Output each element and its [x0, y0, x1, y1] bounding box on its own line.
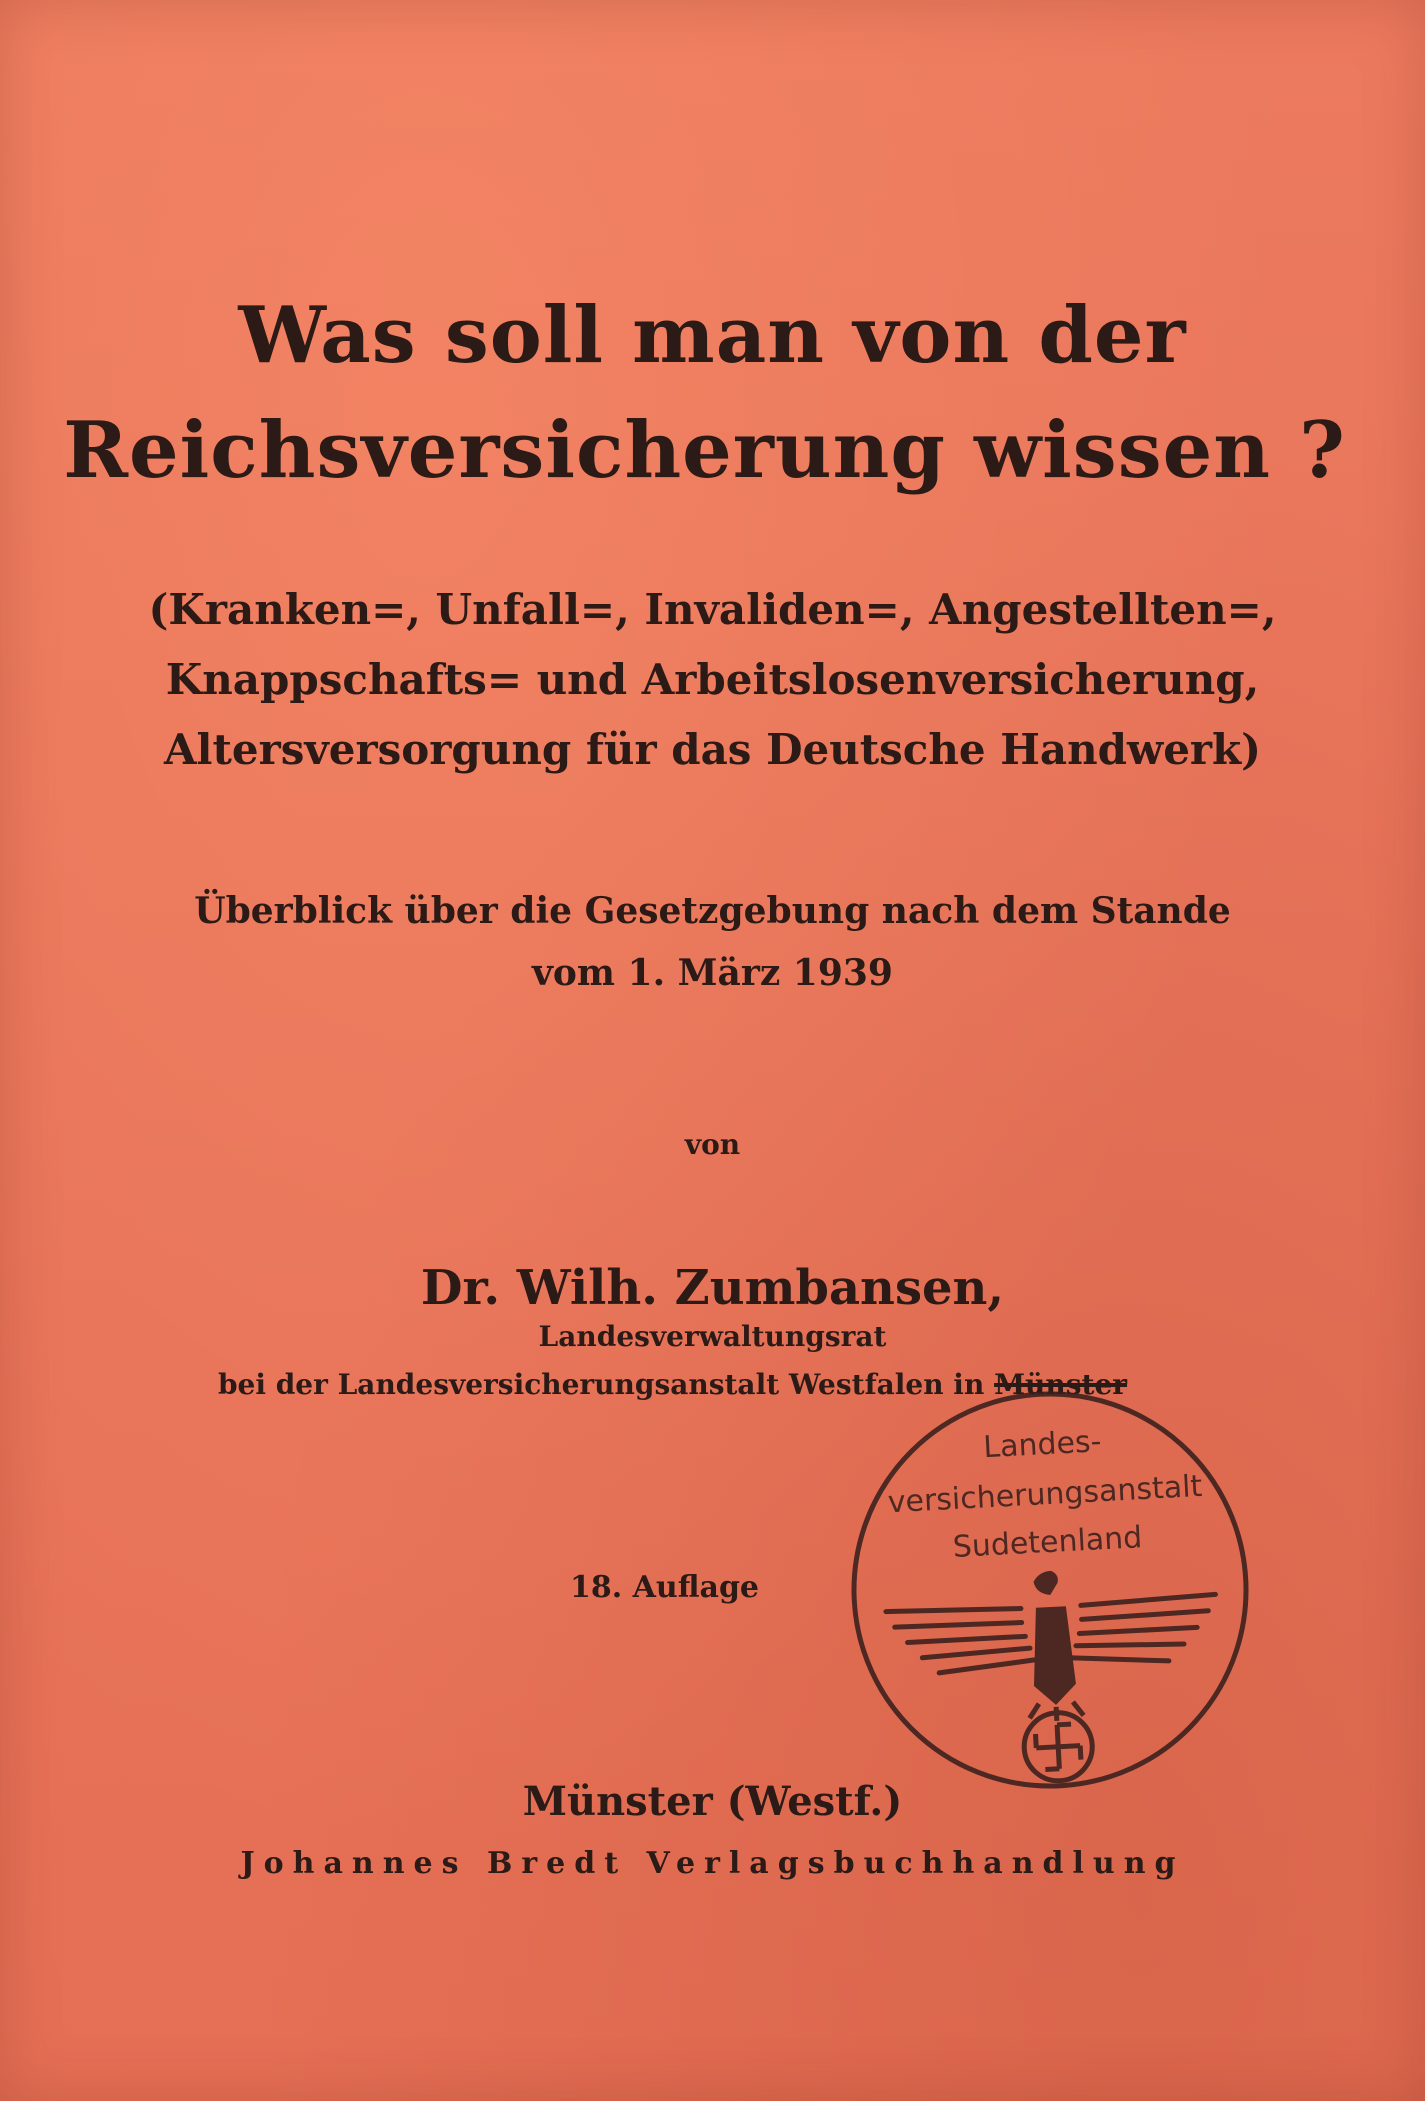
- stamp-line-2: versicherungsanstalt: [886, 1468, 1204, 1521]
- author-name: Dr. Wilh. Zumbansen,: [420, 1260, 1005, 1316]
- overview-line-2: vom 1. März 1939: [532, 952, 893, 994]
- subtitle-line-2: Knappschafts= und Arbeitslosenversicherung,: [165, 655, 1260, 704]
- edition: 18. Auflage: [569, 1570, 760, 1605]
- struck-city: Münster: [994, 1368, 1128, 1401]
- subtitle-line-3: Altersversorgung für das Deutsche Handwerk): [163, 725, 1262, 774]
- stamp-line-1: Landes-: [982, 1424, 1103, 1466]
- title-line-2: Reichsversicherung wissen ?: [63, 405, 1346, 496]
- publisher: Johannes Bredt Verlagsbuchhandlung: [240, 1846, 1185, 1881]
- author-role: Landesverwaltungsrat: [538, 1320, 887, 1353]
- stamp-line-3: Sudetenland: [951, 1520, 1144, 1566]
- institution-text: bei der Landesversicherungsanstalt Westfalen in: [217, 1368, 985, 1401]
- library-stamp: [835, 1375, 1266, 1806]
- imprint-place: Münster (Westf.): [522, 1778, 903, 1825]
- overview-line-1: Überblick über die Gesetzgebung nach dem Stande: [194, 890, 1231, 932]
- subtitle-line-1: (Kranken=, Unfall=, Invaliden=, Angestellten=,: [148, 585, 1277, 634]
- by-word: von: [684, 1128, 741, 1161]
- title-line-1: Was soll man von der: [238, 290, 1187, 381]
